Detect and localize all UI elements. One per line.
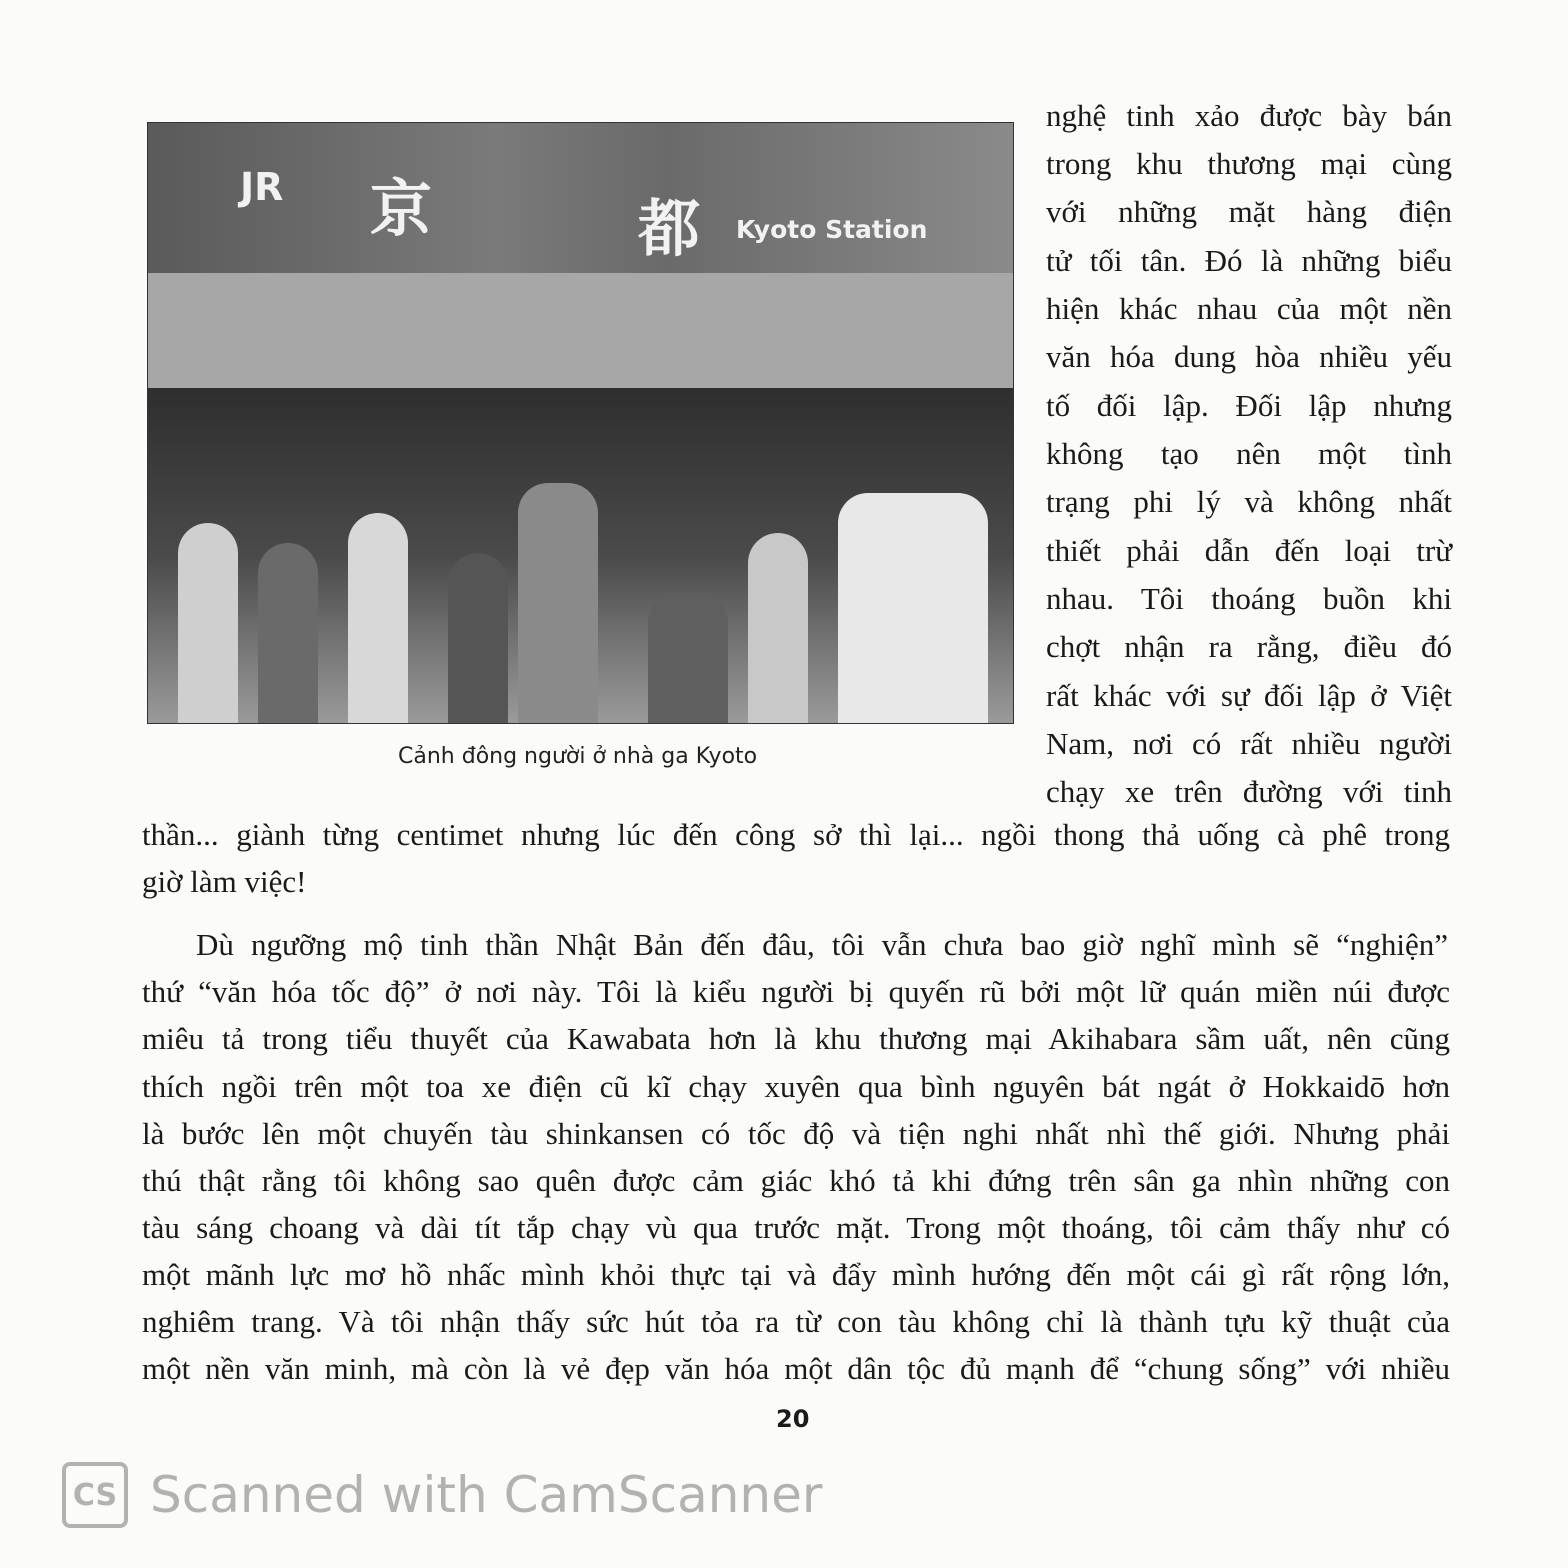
sign-to: 都	[638, 192, 701, 265]
text-line: thiết phải dẫn đến loại trừ	[1046, 533, 1452, 568]
text-line: nghiêm trang. Và tôi nhận thấy sức hút tỏa ra từ con tàu không chỉ là thành tựu kỹ thuật của	[142, 1304, 1450, 1339]
text-line: thích ngồi trên một toa xe điện cũ kĩ chạy xuyên qua bình nguyên bát ngát ở Hokkaidō hơn	[142, 1069, 1450, 1104]
jr-logo: JR	[240, 165, 284, 209]
text-line: là bước lên một chuyến tàu shinkansen có tốc độ và tiện nghi nhất nhì thế giới. Nhưng phải	[142, 1116, 1450, 1151]
watermark-text: Scanned with CamScanner	[150, 1466, 823, 1524]
camscanner-logo-icon: CS	[62, 1462, 128, 1528]
text-line: tàu sáng choang và dài tít tắp chạy vù qua trước mặt. Trong một thoáng, tôi cảm thấy như có	[142, 1210, 1450, 1245]
text-line: một nền văn minh, mà còn là vẻ đẹp văn hóa một dân tộc đủ mạnh để “chung sống” với nhiều	[142, 1351, 1450, 1386]
text-line: thú thật rằng tôi không sao quên được cảm giác khó tả khi đứng trên sân ga nhìn những con	[142, 1163, 1450, 1198]
text-line: miêu tả trong tiểu thuyết của Kawabata hơn là khu thương mại Akihabara sầm uất, nên cũng	[142, 1021, 1450, 1056]
text-line: thứ “văn hóa tốc độ” ở nơi này. Tôi là kiểu người bị quyến rũ bởi một lữ quán miền núi được	[142, 974, 1450, 1009]
text-line: chợt nhận ra rằng, điều đó	[1046, 629, 1452, 664]
text-line: không tạo nên một tình	[1046, 436, 1452, 471]
text-line: nhau. Tôi thoáng buồn khi	[1046, 581, 1452, 616]
kyoto-station-photo	[147, 122, 1014, 724]
text-line: rất khác với sự đối lập ở Việt	[1046, 678, 1452, 713]
sign-kyo: 京	[370, 172, 433, 245]
text-line: với những mặt hàng điện	[1046, 194, 1452, 229]
photo-caption: Cảnh đông người ở nhà ga Kyoto	[398, 744, 758, 769]
text-line: tử tối tân. Đó là những biểu	[1046, 243, 1452, 278]
text-line: văn hóa dung hòa nhiều yếu	[1046, 339, 1452, 374]
text-line: tố đối lập. Đối lập nhưng	[1046, 388, 1452, 423]
paragraph-first-line: Dù ngưỡng mộ tinh thần Nhật Bản đến đâu, tôi vẫn chưa bao giờ nghĩ mình sẽ “nghiện”	[196, 927, 1448, 962]
text-line: một mãnh lực mơ hồ nhấc mình khỏi thực tại và đẩy mình hướng đến một cái gì rất rộng lớn,	[142, 1257, 1450, 1292]
text-line: nghệ tinh xảo được bày bán	[1046, 98, 1452, 133]
page-number: 20	[776, 1405, 810, 1433]
text-line: hiện khác nhau của một nền	[1046, 291, 1452, 326]
text-line: Nam, nơi có rất nhiều người	[1046, 726, 1452, 761]
text-line: trạng phi lý và không nhất	[1046, 484, 1452, 519]
camscanner-watermark	[62, 1462, 822, 1528]
text-line: giờ làm việc!	[142, 864, 307, 899]
text-line: thần... giành từng centimet nhưng lúc đến công sở thì lại... ngồi thong thả uống cà phê trong	[142, 817, 1450, 852]
sign-kyoto-station: Kyoto Station	[736, 215, 928, 244]
text-line: chạy xe trên đường với tinh	[1046, 774, 1452, 809]
text-line: trong khu thương mại cùng	[1046, 146, 1452, 181]
